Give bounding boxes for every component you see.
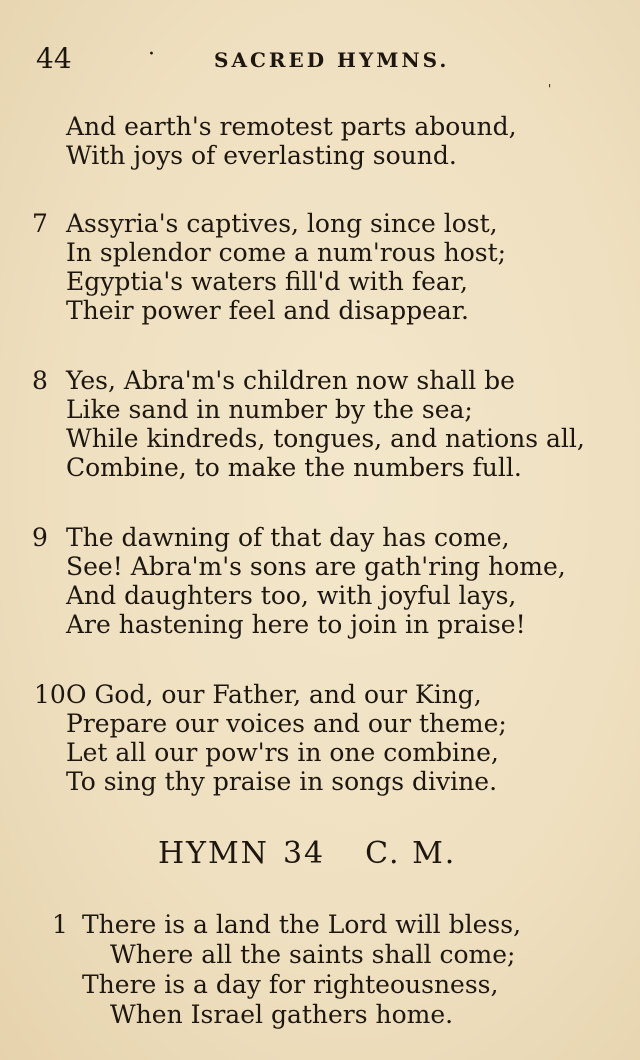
- hymn-34-stanza-1: [0, 910, 640, 1030]
- stanza-number: 8: [32, 366, 48, 395]
- verse-line: To sing thy praise in songs divine.: [66, 767, 498, 796]
- verse-line: In splendor come a num'rous host;: [66, 238, 507, 267]
- verse-line: Prepare our voices and our theme;: [66, 709, 507, 738]
- verse-line: And earth's remotest parts abound,: [66, 112, 517, 141]
- verse-line: Like sand in number by the sea;: [66, 395, 473, 424]
- printer-mark: ': [548, 82, 552, 96]
- verse-line: Let all our pow'rs in one combine,: [66, 738, 499, 767]
- verse-line: While kindreds, tongues, and nations all,: [66, 424, 585, 453]
- stanza-8: [0, 366, 640, 482]
- hymn-heading: [158, 836, 470, 871]
- verse-line: Are hastening here to join in praise!: [66, 610, 526, 639]
- verse-line: Where all the saints shall come;: [110, 940, 516, 969]
- stanza-10: [0, 680, 640, 796]
- hymn-number: 34: [282, 836, 326, 871]
- verse-line: There is a land the Lord will bless,: [82, 910, 522, 939]
- verse-line: Combine, to make the numbers full.: [66, 453, 522, 482]
- stanza-number: 10: [34, 680, 66, 709]
- stanza-number: 7: [32, 209, 48, 238]
- verse-line: There is a day for righteousness,: [82, 970, 499, 999]
- hymn-meter: C. M.: [365, 836, 457, 871]
- stanza-number: 1: [52, 910, 68, 939]
- page-number: 44: [36, 42, 72, 75]
- hymn-label: HYMN: [158, 836, 269, 871]
- page-header: [0, 42, 640, 96]
- verse-line: When Israel gathers home.: [110, 1000, 454, 1029]
- continuation-stanza: [0, 112, 640, 170]
- verse-line: Their power feel and disappear.: [66, 296, 469, 325]
- verse-line: Yes, Abra'm's children now shall be: [66, 366, 515, 395]
- verse-line: And daughters too, with joyful lays,: [66, 581, 517, 610]
- verse-line: O God, our Father, and our King,: [66, 680, 482, 709]
- verse-line: With joys of everlasting sound.: [66, 141, 457, 170]
- verse-line: See! Abra'm's sons are gath'ring home,: [66, 552, 566, 581]
- verse-line: Egyptia's waters fill'd with fear,: [66, 267, 468, 296]
- stanza-9: [0, 523, 640, 639]
- stanza-number: 9: [32, 523, 48, 552]
- running-head: SACRED HYMNS.: [214, 48, 450, 72]
- verse-line: Assyria's captives, long since lost,: [66, 209, 498, 238]
- verse-line: The dawning of that day has come,: [66, 523, 510, 552]
- stanza-7: [0, 209, 640, 325]
- header-separator: ·: [148, 42, 155, 67]
